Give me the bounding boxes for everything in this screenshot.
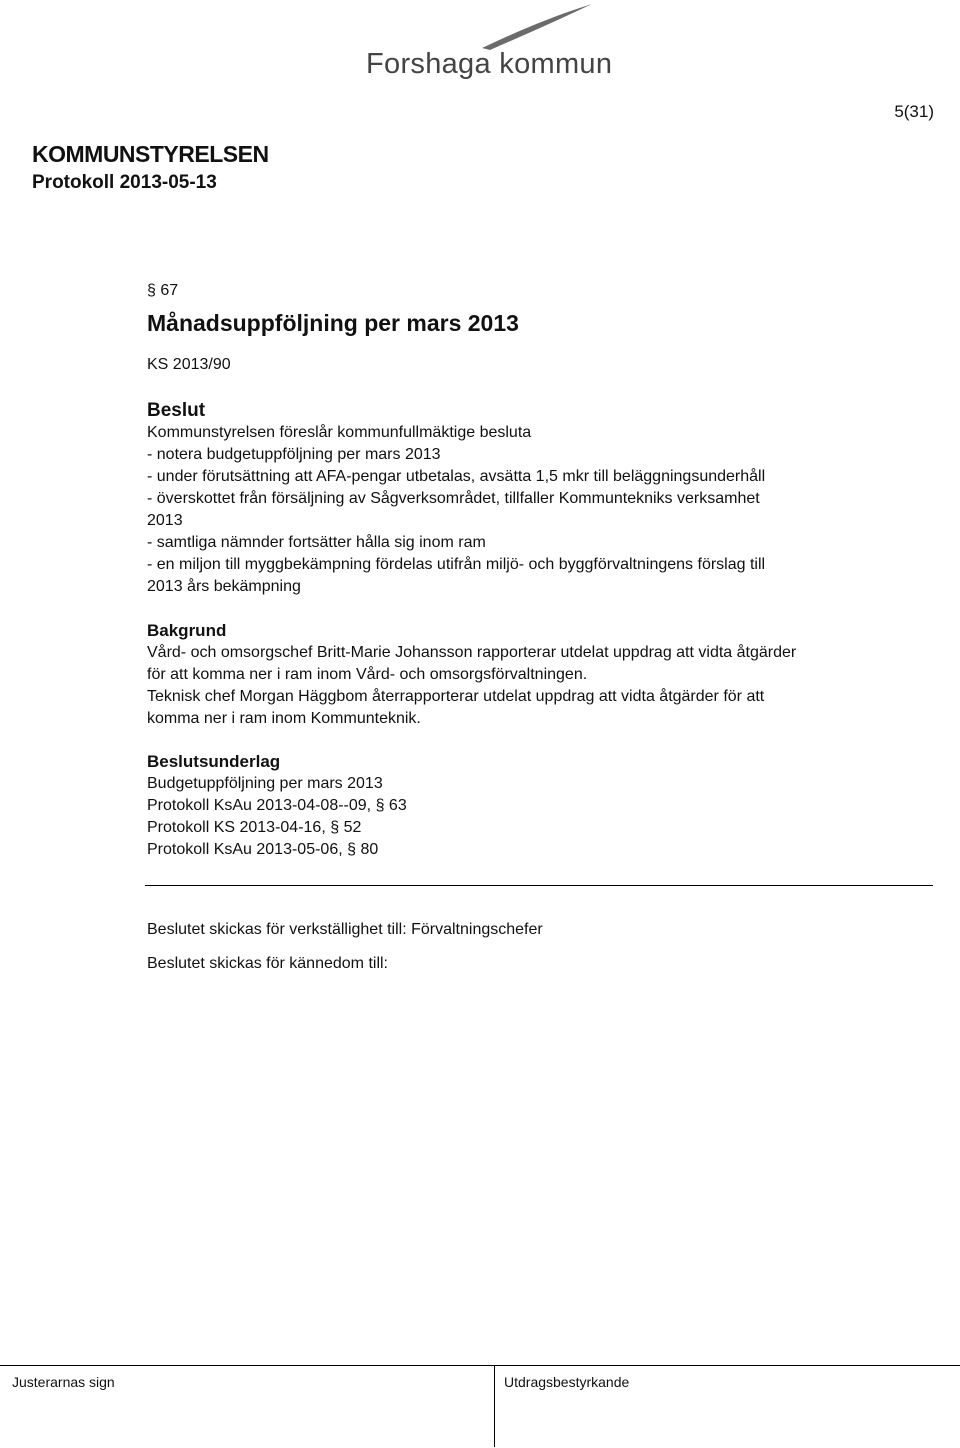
protocol-date: Protokoll 2013-05-13 xyxy=(32,172,217,193)
decision-heading: Beslut xyxy=(147,400,206,421)
case-number: KS 2013/90 xyxy=(147,356,231,373)
decision-line: - en miljon till myggbekämpning fördelas utifrån miljö- och byggförvaltningens förslag till xyxy=(147,556,766,573)
footer-divider xyxy=(494,1365,495,1447)
basis-line: Protokoll KsAu 2013-04-08--09, § 63 xyxy=(147,797,407,814)
paragraph-number: § 67 xyxy=(147,282,179,299)
page-number: 5(31) xyxy=(894,102,934,121)
background-line: komma ner i ram inom Kommunteknik. xyxy=(147,710,421,727)
background-line: Vård- och omsorgschef Britt-Marie Johansson rapporterar utdelat uppdrag att vidta åtgärder xyxy=(147,644,797,661)
distribution-execution: Beslutet skickas för verkställighet till: Förvaltningschefer xyxy=(147,921,543,938)
basis-heading: Beslutsunderlag xyxy=(147,752,281,771)
signature-field-label: Justerarnas sign xyxy=(12,1374,115,1390)
section-divider xyxy=(145,885,933,886)
logo-swoosh-icon xyxy=(362,4,602,54)
basis-line: Budgetuppföljning per mars 2013 xyxy=(147,775,383,792)
basis-line: Protokoll KsAu 2013-05-06, § 80 xyxy=(147,841,379,858)
decision-section xyxy=(147,400,937,598)
organization-name: KOMMUNSTYRELSEN xyxy=(32,141,269,167)
decision-line: - samtliga nämnder fortsätter hålla sig inom ram xyxy=(147,534,486,551)
background-section xyxy=(147,620,937,730)
decision-line: - under förutsättning att AFA-pengar utbetalas, avsätta 1,5 mkr till beläggningsunderhåll xyxy=(147,468,766,485)
decision-line: 2013 års bekämpning xyxy=(147,578,301,595)
decision-line: Kommunstyrelsen föreslår kommunfullmäktige besluta xyxy=(147,424,532,441)
logo-text: Forshaga kommun xyxy=(366,48,613,80)
item-title: Månadsuppföljning per mars 2013 xyxy=(147,310,519,336)
decision-line: 2013 xyxy=(147,512,183,529)
basis-line: Protokoll KS 2013-04-16, § 52 xyxy=(147,819,362,836)
background-line: Teknisk chef Morgan Häggbom återrapporterar utdelat uppdrag att vidta åtgärder för att xyxy=(147,688,765,705)
municipality-logo xyxy=(362,4,613,82)
decision-line: - notera budgetuppföljning per mars 2013 xyxy=(147,446,441,463)
decision-line: - överskottet från försäljning av Sågverksområdet, tillfaller Kommuntekniks verksamhet xyxy=(147,490,760,507)
footer-box xyxy=(0,1365,960,1448)
distribution-information: Beslutet skickas för kännedom till: xyxy=(147,955,388,972)
certification-field-label: Utdragsbestyrkande xyxy=(504,1374,630,1390)
background-line: för att komma ner i ram inom Vård- och omsorgsförvaltningen. xyxy=(147,666,588,683)
background-heading: Bakgrund xyxy=(147,621,227,640)
basis-section xyxy=(147,751,937,861)
